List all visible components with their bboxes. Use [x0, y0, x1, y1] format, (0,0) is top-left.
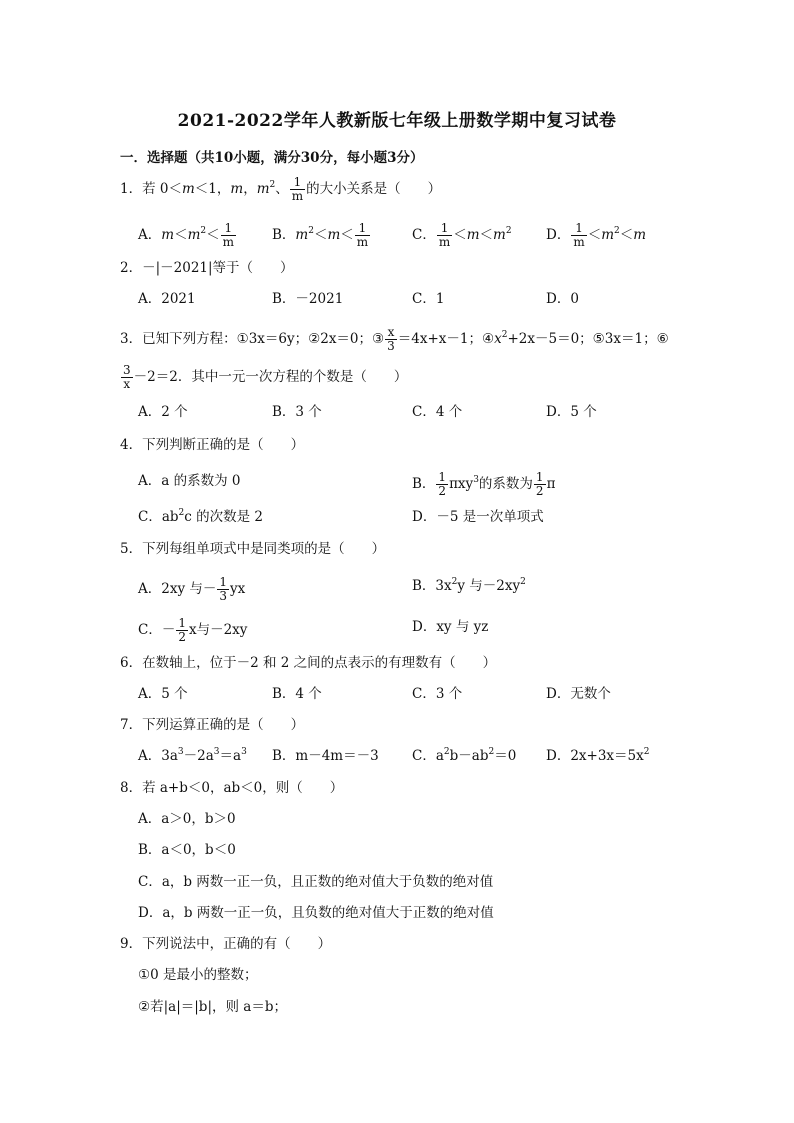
question-3-option-d[interactable]: D．5 个 [546, 404, 597, 420]
question-5-option-d[interactable]: D．xy 与 yz [412, 619, 489, 635]
question-7-option-b[interactable]: B．m－4m＝－3 [272, 748, 379, 764]
question-1-option-b[interactable]: B．$m^2<m<$ $\frac{1}{m}$ [272, 221, 369, 249]
question-8-option-b[interactable]: B．a＜0，b＜0 [138, 842, 236, 858]
question-3-option-b[interactable]: B．3 个 [272, 404, 322, 420]
question-1-option-d[interactable]: D． $\frac{1}{m}$ $<m^2<m$ [546, 221, 647, 249]
question-5-option-a[interactable]: A．2xy 与－ $\frac{1}{3}$ yx [138, 575, 246, 603]
question-8-option-d[interactable]: D．a，b 两数一正一负，且负数的绝对值大于正数的绝对值 [138, 905, 494, 921]
fraction: $\frac{1}{m}$ [291, 175, 304, 203]
question-7-option-c[interactable]: C．$a^2b-ab^2=0$ [412, 747, 517, 764]
question-7-option-a[interactable]: A．$3a^3-2a^3=a^3$ [138, 747, 247, 764]
question-5-stem: 5．下列每组单项式中是同类项的是（ ） [120, 541, 386, 557]
question-7-stem: 7．下列运算正确的是（ ） [120, 717, 305, 733]
question-8-stem: 8．若 a+b＜0，ab＜0，则（ ） [120, 780, 344, 796]
question-9-statement-1: ①0 是最小的整数； [138, 967, 258, 983]
question-8-option-a[interactable]: A．a＞0，b＞0 [138, 811, 236, 827]
question-3-option-c[interactable]: C．4 个 [412, 404, 463, 420]
question-4-option-d[interactable]: D．－5 是一次单项式 [412, 509, 544, 525]
question-4-option-a[interactable]: A．a 的系数为 0 [138, 473, 241, 489]
question-4-option-c[interactable]: C．$ab^2c$ 的次数是 2 [138, 508, 263, 525]
question-2-option-a[interactable]: A．2021 [138, 291, 196, 307]
question-3-stem: 3．已知下列方程：①3x＝6y；②2x＝0；③ $\frac{x}{3}$ ＝4x+x－1；$④x^2+2x-5=0$；⑤3x＝1；⑥ [120, 325, 669, 353]
question-9-statement-2: ②若|a|＝|b|，则 a＝b； [138, 999, 287, 1015]
question-5-option-c[interactable]: C．－ $\frac{1}{2}$ x与－2xy [138, 616, 248, 644]
question-2-option-c[interactable]: C．1 [412, 291, 445, 307]
section-heading: 一．选择题（共10小题，满分30分，每小题3分） [120, 150, 424, 166]
question-6-stem: 6．在数轴上，位于－2 和 2 之间的点表示的有理数有（ ） [120, 655, 497, 671]
question-2-option-d[interactable]: D．0 [546, 291, 579, 307]
question-8-option-c[interactable]: C．a，b 两数一正一负，且正数的绝对值大于负数的绝对值 [138, 874, 494, 890]
question-3-stem-cont: $\frac{3}{x}$ －2＝2．其中一元一次方程的个数是（ ） [123, 363, 408, 391]
question-6-option-a[interactable]: A．5 个 [138, 686, 188, 702]
question-4-option-b[interactable]: B． $\frac{1}{2}$ πxy$^3$的系数为 $\frac{1}{2}$ π [412, 470, 556, 498]
question-1-option-c[interactable]: C． $\frac{1}{m}$ $<m<m^2$ [412, 221, 512, 249]
question-3-option-a[interactable]: A．2 个 [138, 404, 188, 420]
question-1-option-a[interactable]: A．$m<m^2<$ $\frac{1}{m}$ [138, 221, 234, 249]
question-2-option-b[interactable]: B．－2021 [272, 291, 344, 307]
question-5-option-b[interactable]: B．$3x^2y$ 与$-2xy^2$ [412, 577, 526, 594]
question-6-option-b[interactable]: B．4 个 [272, 686, 322, 702]
question-7-option-d[interactable]: D．$2x+3x=5x^2$ [546, 747, 650, 764]
question-4-stem: 4．下列判断正确的是（ ） [120, 437, 305, 453]
question-9-stem: 9．下列说法中，正确的有（ ） [120, 936, 332, 952]
question-1-stem: 1．若 0＜m＜1，m，$m^2$、 $\frac{1}{m}$ 的大小关系是（ ） [120, 175, 442, 203]
page-title: 2021-2022学年人教新版七年级上册数学期中复习试卷 [177, 111, 617, 131]
question-6-option-d[interactable]: D．无数个 [546, 686, 611, 702]
question-6-option-c[interactable]: C．3 个 [412, 686, 463, 702]
question-2-stem: 2．－|－2021|等于（ ） [120, 260, 294, 276]
